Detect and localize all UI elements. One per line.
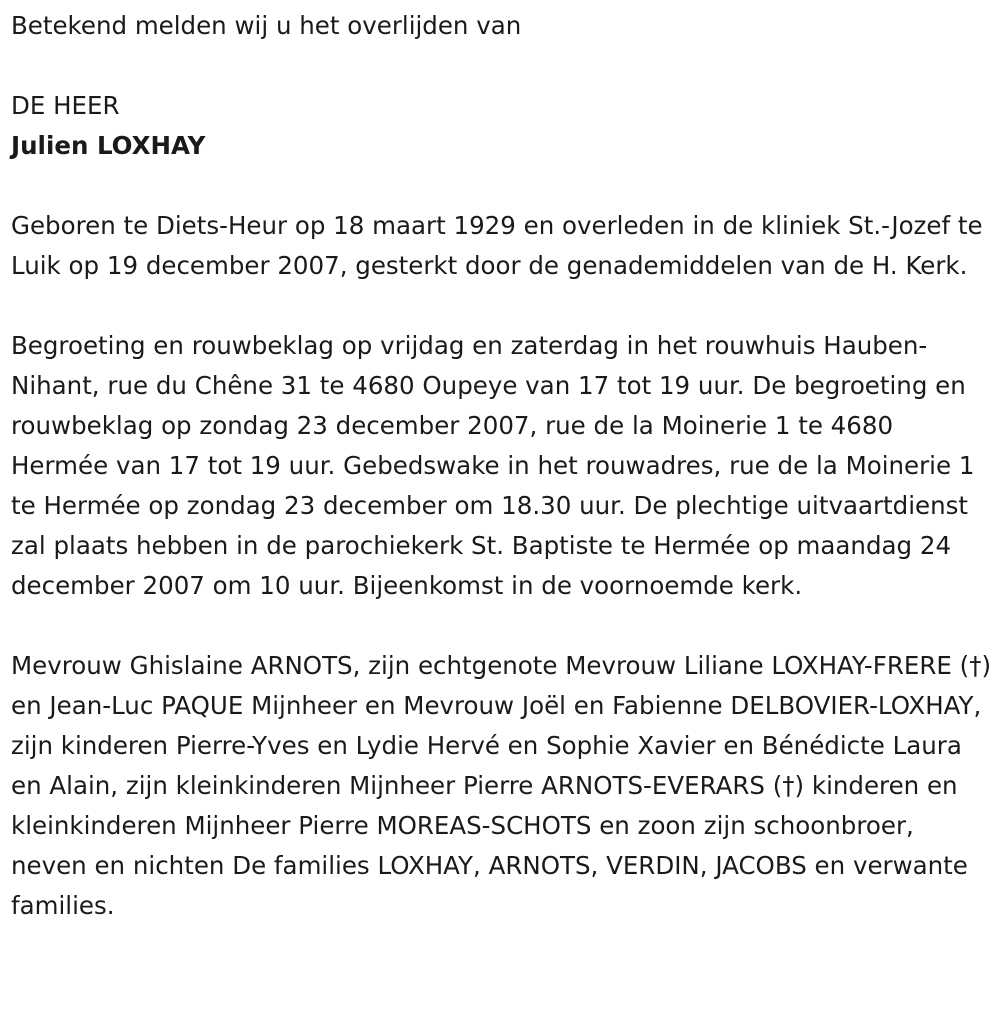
deceased-name: Julien LOXHAY xyxy=(11,131,206,160)
spacer xyxy=(11,286,996,326)
death-notice xyxy=(11,6,996,926)
spacer xyxy=(11,606,996,646)
arrangements-paragraph: Begroeting en rouwbeklag op vrijdag en zaterdag in het rouwhuis Hauben-Nihant, rue du Chêne 31 te 4680 Oupeye van 17 tot 19 uur. De begroeting en rouwbeklag op zondag 23 december 2007, rue de la Moinerie 1 te 4680 Hermée van 17 tot 19 uur. Gebedswake in het rouwadres, rue de la Moinerie 1 te Hermée op zondag 23 december om 18.30 uur. De plechtige uitvaartdienst zal plaats hebben in de parochiekerk St. Baptiste te Hermée op maandag 24 december 2007 om 10 uur. Bijeenkomst in de voornoemde kerk. xyxy=(11,331,975,600)
spacer xyxy=(11,166,996,206)
intro-line: Betekend melden wij u het overlijden van xyxy=(11,11,522,40)
birth-death-paragraph: Geboren te Diets-Heur op 18 maart 1929 en overleden in de kliniek St.-Jozef te Luik op 19 december 2007, gesterkt door de genademiddelen van de H. Kerk. xyxy=(11,211,983,280)
family-paragraph: Mevrouw Ghislaine ARNOTS, zijn echtgenote Mevrouw Liliane LOXHAY-FRERE (†) en Jean-Luc PAQUE Mijnheer en Mevrouw Joël en Fabienne DELBOVIER-LOXHAY, zijn kinderen Pierre-Yves en Lydie Hervé en Sophie Xavier en Bénédicte Laura en Alain, zijn kleinkinderen Mijnheer Pierre ARNOTS-EVERARS (†) kinderen en kleinkinderen Mijnheer Pierre MOREAS-SCHOTS en zoon zijn schoonbroer, neven en nichten De families LOXHAY, ARNOTS, VERDIN, JACOBS en verwante families. xyxy=(11,651,992,920)
salutation: DE HEER xyxy=(11,91,120,120)
spacer xyxy=(11,46,996,86)
